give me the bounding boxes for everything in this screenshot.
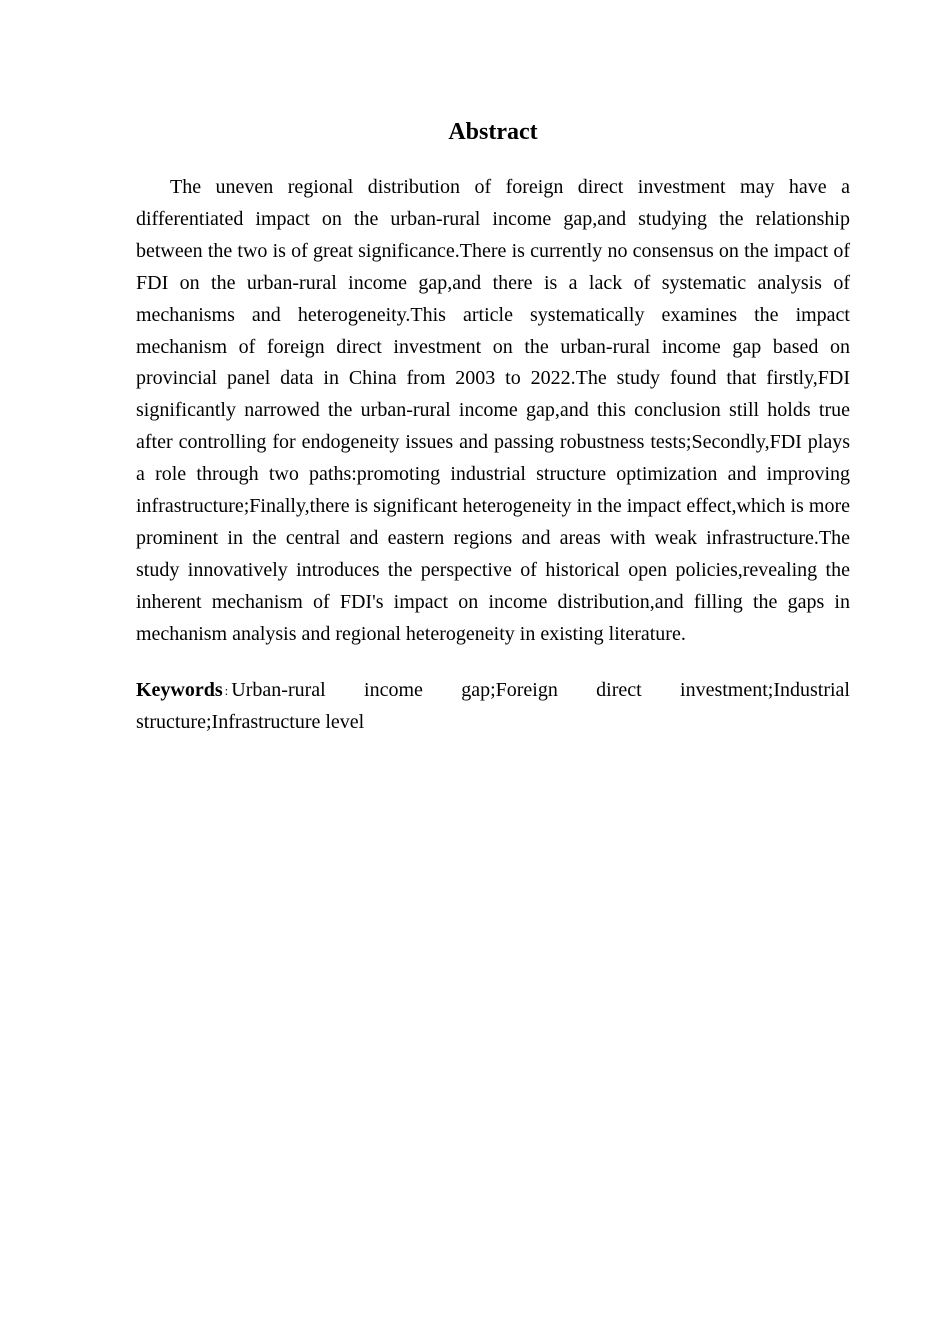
keywords-text: Urban-rural income gap;Foreign direct investment;Industrial structure;Infrastructure level — [136, 678, 850, 733]
keywords-label: Keywords — [136, 678, 223, 701]
keywords-separator: : — [224, 682, 229, 698]
abstract-body: The uneven regional distribution of foreign direct investment may have a differentiated impact on the urban-rural income gap,and studying the relationship between the two is of great significance.There is currently no consensus on the impact of FDI on the urban-rural income gap,and there is a lack of systematic analysis of mechanisms and heterogeneity.This article systematically examines the impact mechanism of foreign direct investment on the urban-rural income gap based on provincial panel data in China from 2003 to 2022.The study found that firstly,FDI significantly narrowed the urban-rural income gap,and this conclusion still holds true after controlling for endogeneity issues and passing robustness tests;Secondly,FDI plays a role through two paths:promoting industrial structure optimization and improving infrastructure;Finally,there is significant heterogeneity in the impact effect,which is more prominent in the central and eastern regions and areas with weak infrastructure.The study innovatively introduces the perspective of historical open policies,revealing the inherent mechanism of FDI's impact on income distribution,and filling the gaps in mechanism analysis and regional heterogeneity in existing literature. — [136, 176, 850, 645]
abstract-page — [136, 116, 850, 738]
keywords-line — [136, 675, 850, 739]
abstract-title: Abstract — [448, 119, 538, 145]
